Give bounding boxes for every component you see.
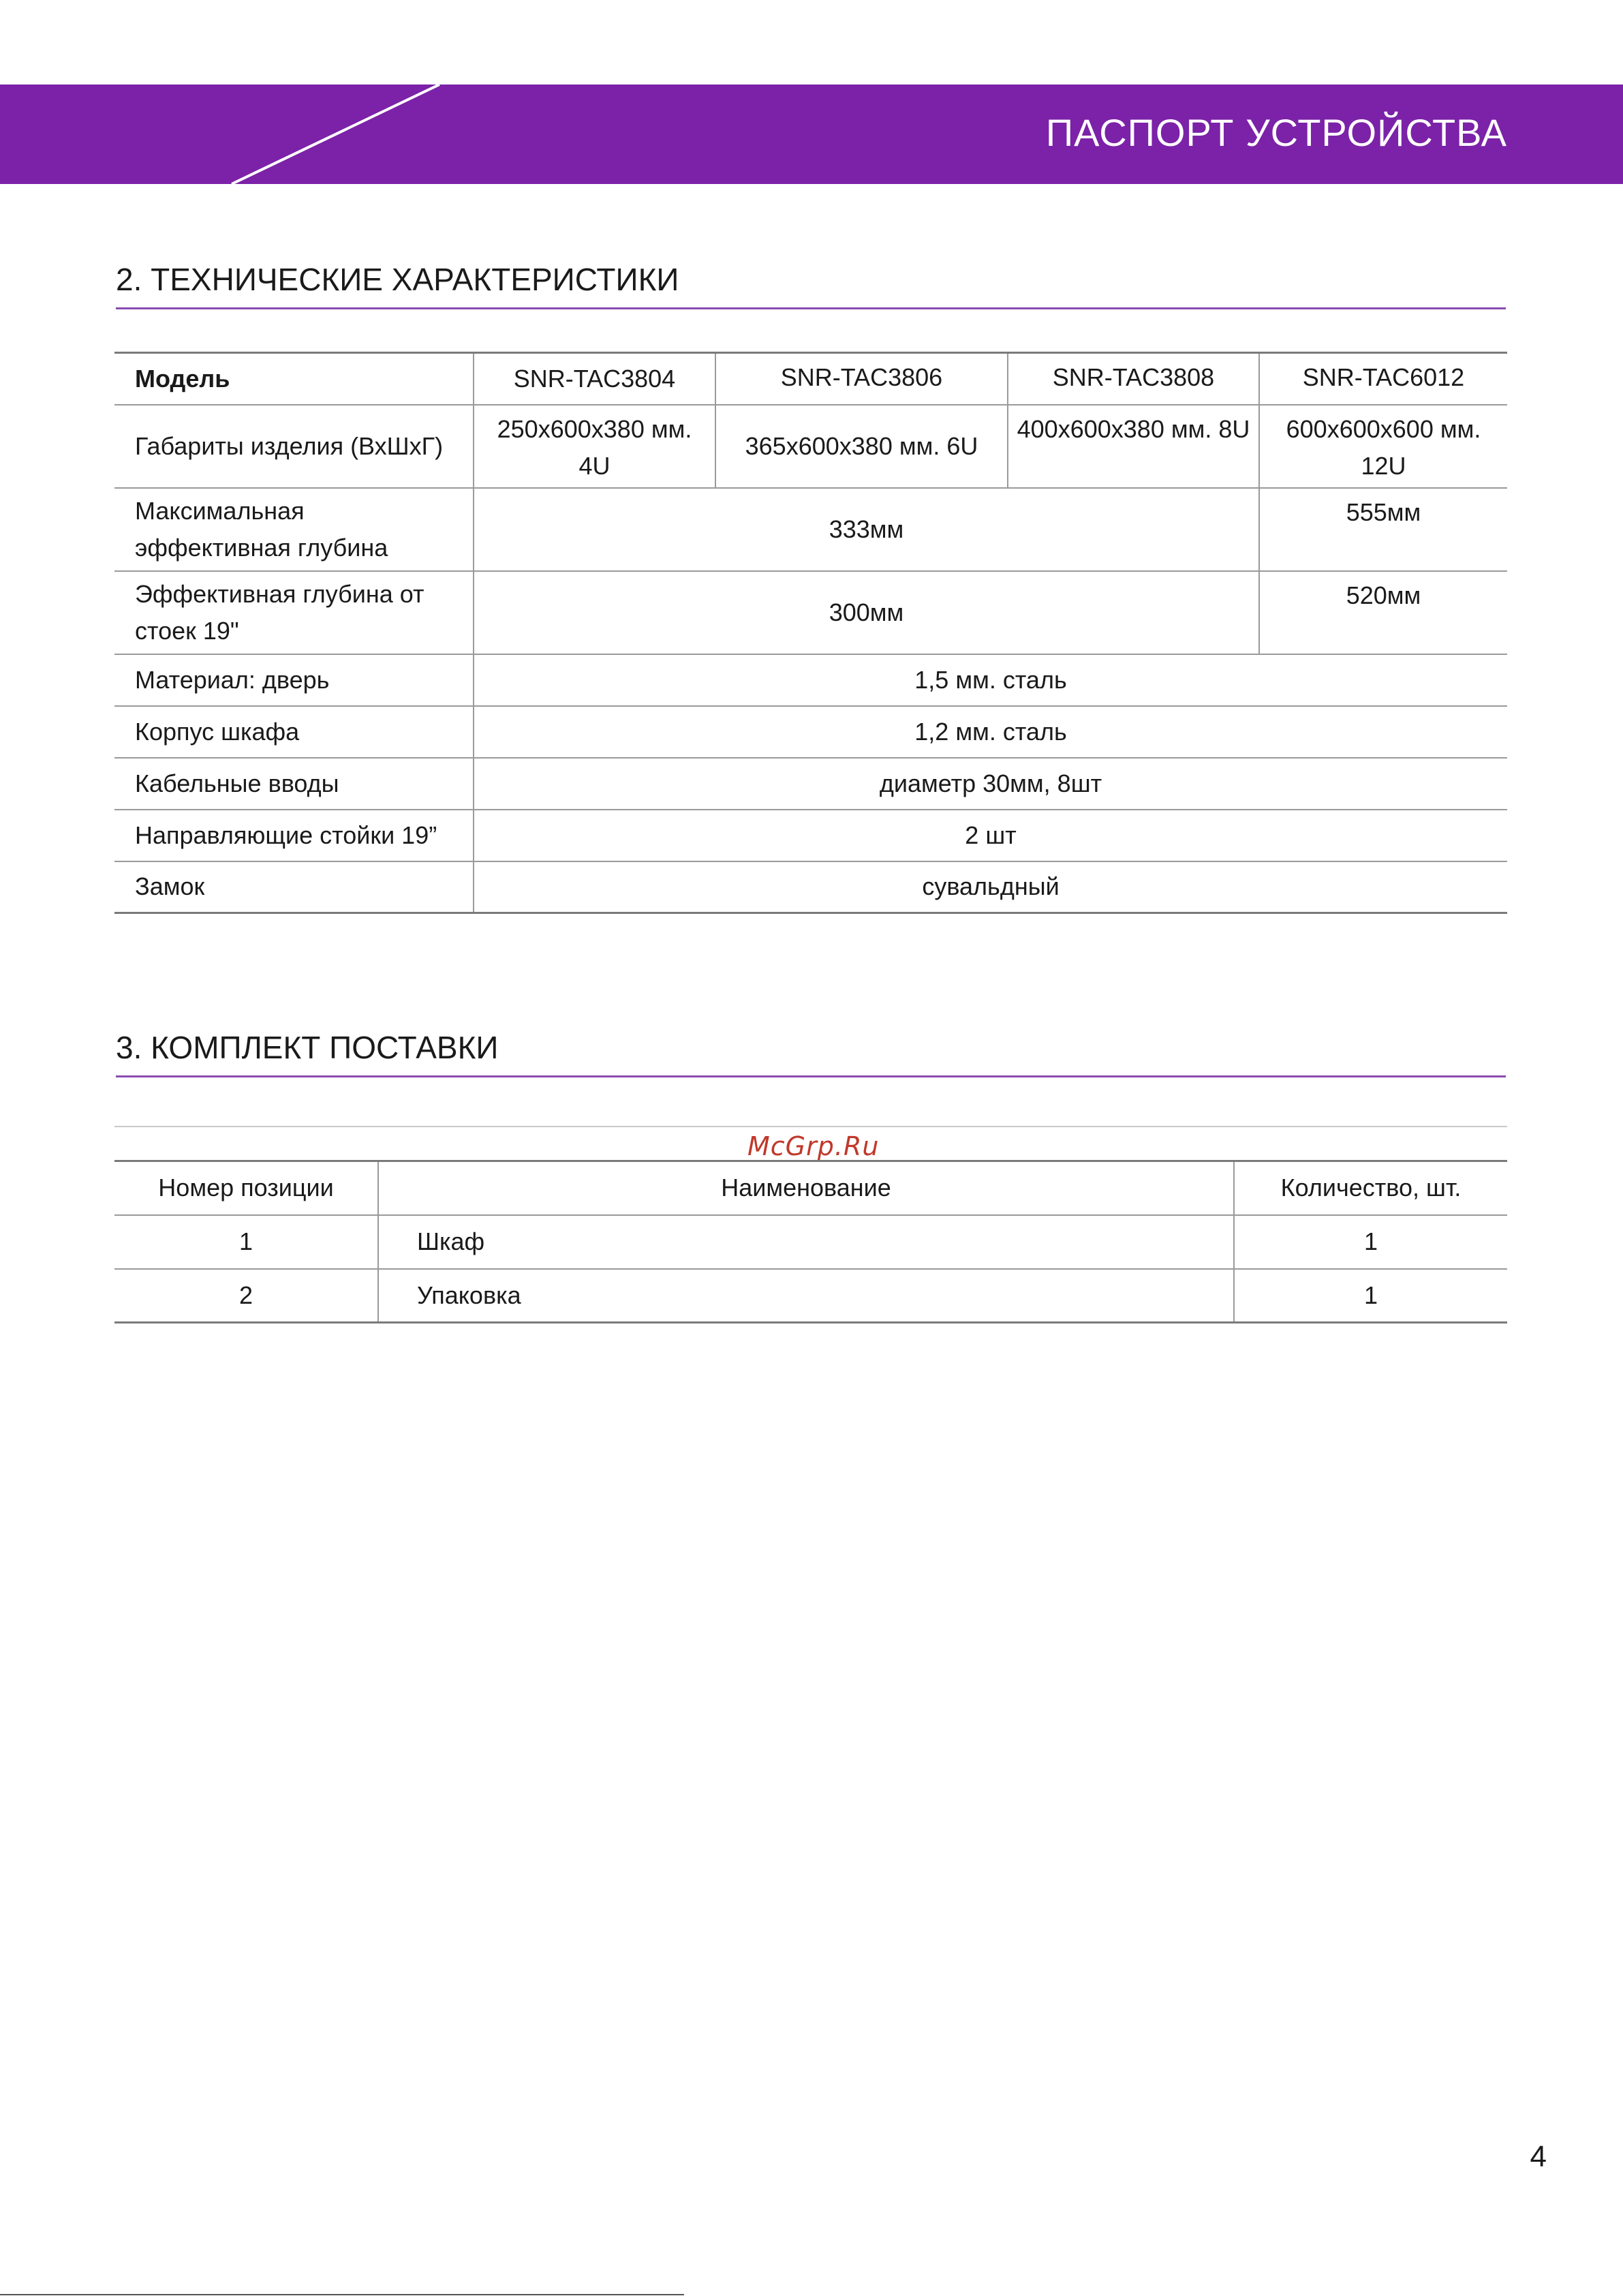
kit-top-rule <box>114 1126 1507 1127</box>
page-number: 4 <box>1530 2140 1547 2173</box>
name-cell: Шкаф <box>378 1215 1234 1269</box>
section-title-kit: 3. КОМПЛЕКТ ПОСТАВКИ <box>116 1029 1506 1077</box>
column-header: Наименование <box>378 1161 1234 1215</box>
dimensions-cell: 365х600х380 мм. 6U <box>715 405 1008 488</box>
spec-label: Направляющие стойки 19” <box>135 821 437 849</box>
document-title: ПАСПОРТ УСТРОЙСТВА <box>1045 111 1507 154</box>
spec-value: диаметр 30мм, 8шт <box>474 758 1507 810</box>
table-row <box>114 1269 1507 1323</box>
dimensions-cell: 400х600х380 мм. 8U <box>1008 405 1259 488</box>
footer-rule <box>0 2294 684 2295</box>
quantity-cell: 1 <box>1234 1269 1507 1323</box>
table-row <box>114 405 1507 488</box>
quantity-cell: 1 <box>1234 1215 1507 1269</box>
table-row <box>114 488 1507 571</box>
name-cell: Упаковка <box>378 1269 1234 1323</box>
spec-label: Замок <box>135 872 205 901</box>
models-label: Модель <box>135 364 230 393</box>
dimensions-cell: 600х600х600 мм. 12U <box>1259 405 1507 488</box>
table-row <box>114 706 1507 758</box>
section-title-specs: 2. ТЕХНИЧЕСКИЕ ХАРАКТЕРИСТИКИ <box>116 261 1506 309</box>
max-depth-common: 333мм <box>474 488 1259 571</box>
kit-table <box>114 1160 1507 1323</box>
model-cell: SNR-TAC3808 <box>1008 353 1259 405</box>
spec-label: Материал: дверь <box>135 665 330 694</box>
model-cell: SNR-TAC6012 <box>1259 353 1507 405</box>
position-cell: 2 <box>238 1281 253 1309</box>
dimensions-cell: 250х600х380 мм. 4U <box>474 405 715 488</box>
table-row <box>114 810 1507 861</box>
table-row <box>114 1215 1507 1269</box>
spec-label: Корпус шкафа <box>135 717 300 746</box>
spec-value: 1,5 мм. сталь <box>474 654 1507 706</box>
table-row <box>114 571 1507 654</box>
spec-label: Кабельные вводы <box>135 769 339 797</box>
spec-value: 2 шт <box>474 810 1507 861</box>
eff-depth-label: Эффективная глубина от стоек 19" <box>135 579 424 645</box>
column-header: Номер позиции <box>158 1174 334 1202</box>
table-row <box>114 758 1507 810</box>
table-header-row <box>114 1161 1507 1215</box>
watermark: McGrp.Ru <box>747 1131 880 1161</box>
dimensions-label: Габариты изделия (ВхШхГ) <box>135 431 444 460</box>
model-cell: SNR-TAC3806 <box>715 353 1008 405</box>
header-diagonal-stripe <box>0 85 477 184</box>
position-cell: 1 <box>238 1227 253 1255</box>
max-depth-last: 555мм <box>1259 488 1507 571</box>
table-row <box>114 654 1507 706</box>
eff-depth-common: 300мм <box>474 571 1259 654</box>
model-cell: SNR-TAC3804 <box>474 353 715 405</box>
specs-table <box>114 352 1507 914</box>
table-row <box>114 353 1507 405</box>
eff-depth-last: 520мм <box>1259 571 1507 654</box>
spec-value: сувальдный <box>474 861 1507 913</box>
spec-value: 1,2 мм. сталь <box>474 706 1507 758</box>
column-header: Количество, шт. <box>1234 1161 1507 1215</box>
max-depth-label: Максимальная эффективная глубина <box>135 496 388 562</box>
header-band <box>0 85 1623 184</box>
table-row <box>114 861 1507 913</box>
